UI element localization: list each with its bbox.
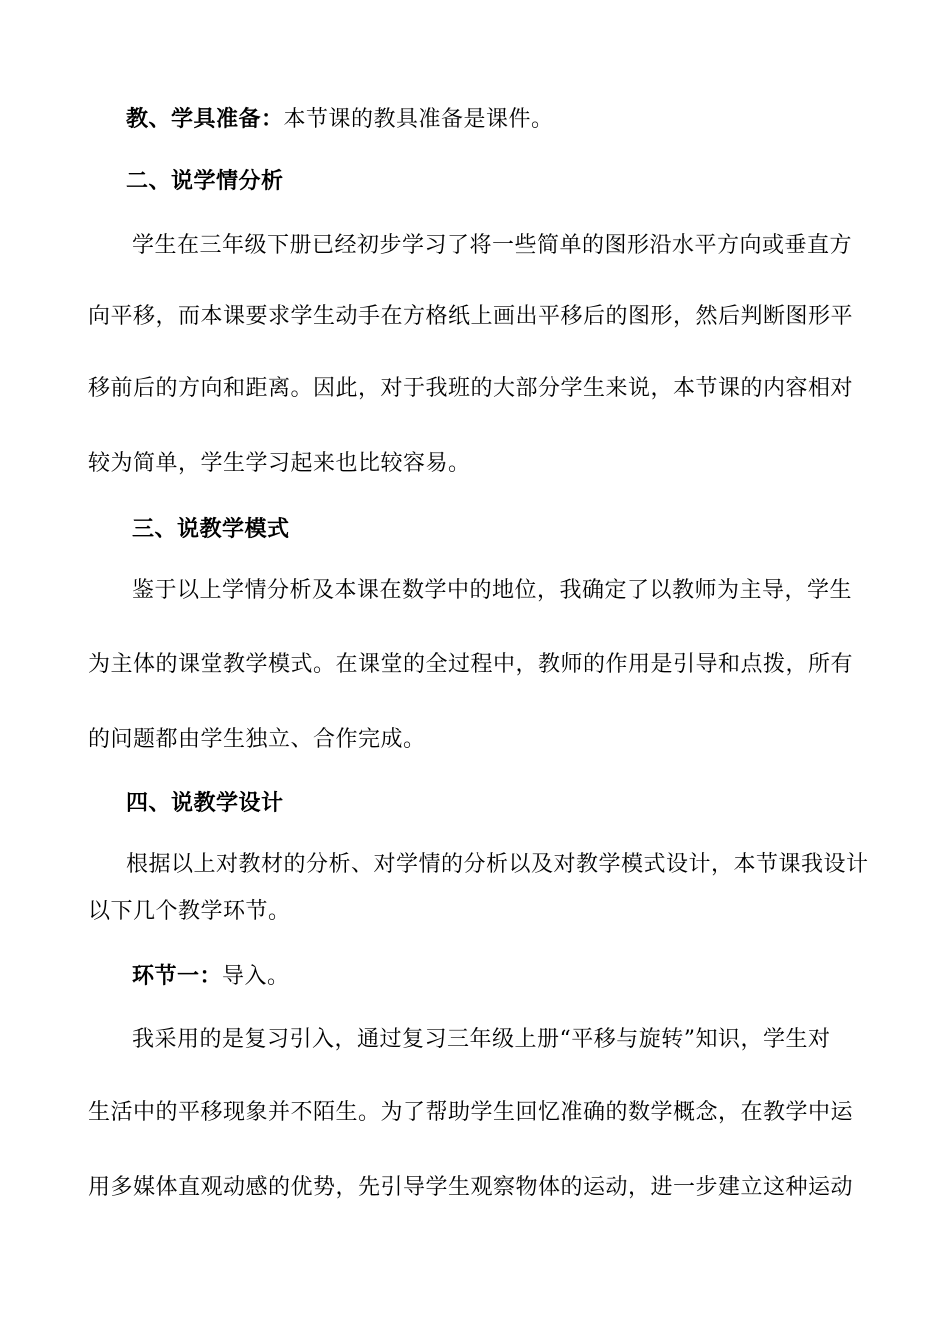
prep-paragraph xyxy=(126,105,554,134)
prep-text: 本节课的教具准备是课件。 xyxy=(283,107,554,132)
section3-line-1: 鉴于以上学情分析及本课在数学中的地位，我确定了以教师为主导，学生 xyxy=(132,578,853,603)
section3-heading: 三、说教学模式 xyxy=(132,516,290,542)
step1-label: 环节一： xyxy=(132,963,223,989)
section2-line-2: 向平移，而本课要求学生动手在方格纸上画出平移后的图形，然后判断图形平 xyxy=(88,304,854,329)
step1-line-3: 用多媒体直观动感的优势，先引导学生观察物体的运动，进一步建立这种运动 xyxy=(88,1175,854,1200)
step1-heading xyxy=(132,962,290,991)
step1-line-1: 我采用的是复习引入，通过复习三年级上册“平移与旋转”知识，学生对 xyxy=(132,1027,831,1052)
section4-heading: 四、说教学设计 xyxy=(126,790,284,816)
section2-line-1: 学生在三年级下册已经初步学习了将一些简单的图形沿水平方向或垂直方 xyxy=(132,233,853,258)
section3-line-2: 为主体的课堂教学模式。在课堂的全过程中，教师的作用是引导和点拨，所有 xyxy=(88,652,854,677)
section4-line-2: 以下几个教学环节。 xyxy=(88,899,291,924)
section3-line-3: 的问题都由学生独立、合作完成。 xyxy=(88,727,426,752)
step1-line-2: 生活中的平移现象并不陌生。为了帮助学生回忆准确的数学概念，在教学中运 xyxy=(88,1100,854,1125)
section2-heading: 二、说学情分析 xyxy=(126,168,284,194)
section4-line-1: 根据以上对教材的分析、对学情的分析以及对教学模式设计，本节课我设计 xyxy=(126,852,869,877)
section2-line-3: 移前后的方向和距离。因此，对于我班的大部分学生来说，本节课的内容相对 xyxy=(88,376,854,401)
section2-line-4: 较为简单，学生学习起来也比较容易。 xyxy=(88,451,471,476)
prep-label: 教、学具准备： xyxy=(126,106,284,132)
step1-text: 导入。 xyxy=(222,964,290,989)
